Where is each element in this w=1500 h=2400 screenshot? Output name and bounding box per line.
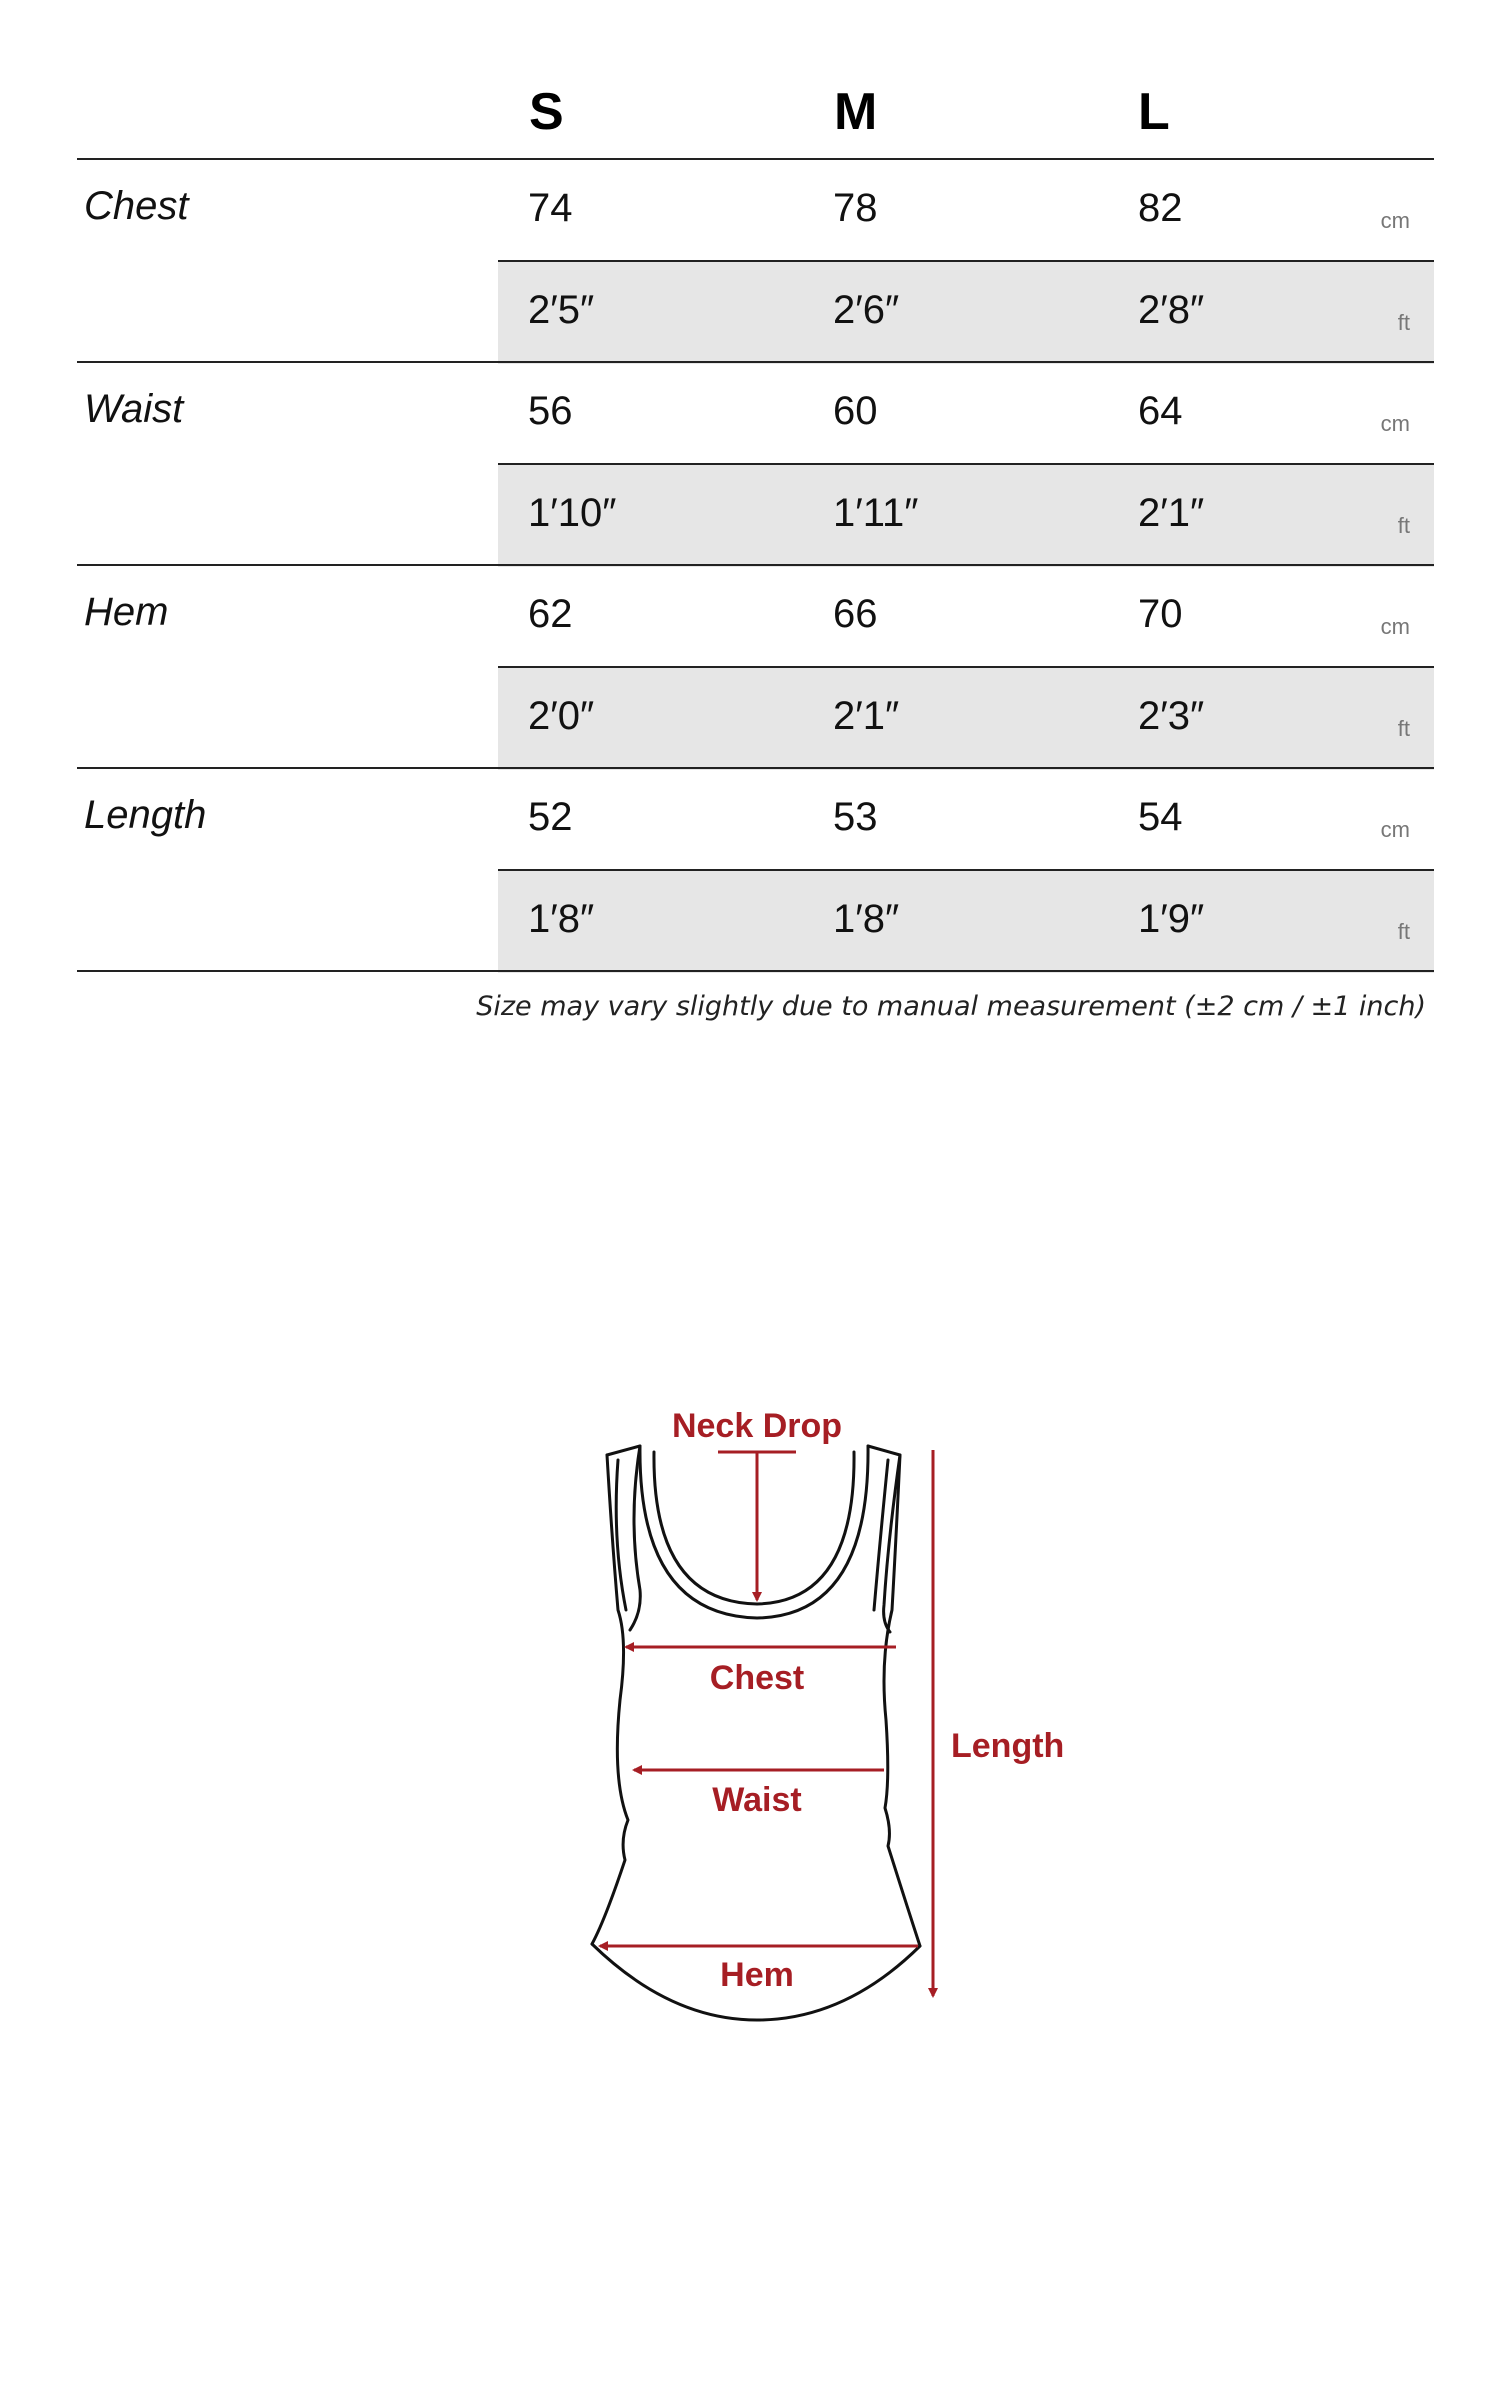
cell-length-cm-s: 52 bbox=[528, 795, 573, 839]
unit-label-cm: cm bbox=[1380, 614, 1410, 639]
waist-label: Waist bbox=[712, 1781, 802, 1819]
cell-hem-ft-l: 2′3″ bbox=[1138, 694, 1205, 738]
cell-chest-ft-s: 2′5″ bbox=[528, 288, 595, 332]
cell-hem-cm-l: 70 bbox=[1138, 592, 1183, 636]
cell-hem-ft-m: 2′1″ bbox=[833, 694, 900, 738]
cell-length-ft-s: 1′8″ bbox=[528, 897, 595, 941]
unit-label-ft: ft bbox=[1397, 310, 1410, 335]
length-label: Length bbox=[951, 1727, 1065, 1765]
cell-waist-ft-l: 2′1″ bbox=[1138, 491, 1205, 535]
length-measure bbox=[933, 1450, 1064, 1996]
hem-label: Hem bbox=[720, 1956, 794, 1994]
chest-measure bbox=[626, 1647, 896, 1697]
unit-label-ft: ft bbox=[1397, 919, 1410, 944]
cell-chest-cm-m: 78 bbox=[833, 186, 878, 230]
cell-length-cm-m: 53 bbox=[833, 795, 878, 839]
cell-length-ft-m: 1′8″ bbox=[833, 897, 900, 941]
unit-label-cm: cm bbox=[1380, 817, 1410, 842]
size-header-l: L bbox=[1138, 83, 1170, 141]
cell-hem-cm-m: 66 bbox=[833, 592, 878, 636]
cell-waist-cm-m: 60 bbox=[833, 389, 878, 433]
unit-label-ft: ft bbox=[1397, 716, 1410, 741]
cell-waist-cm-s: 56 bbox=[528, 389, 573, 433]
size-header-m: M bbox=[834, 83, 878, 141]
cell-chest-cm-l: 82 bbox=[1138, 186, 1183, 230]
cell-chest-ft-m: 2′6″ bbox=[833, 288, 900, 332]
neck-drop-measure bbox=[672, 1407, 842, 1600]
chest-label: Chest bbox=[709, 1659, 805, 1697]
cell-length-cm-l: 54 bbox=[1138, 795, 1183, 839]
cell-chest-ft-l: 2′8″ bbox=[1138, 288, 1205, 332]
cell-hem-cm-s: 62 bbox=[528, 592, 573, 636]
row-label-hem: Hem bbox=[84, 590, 169, 634]
measurement-note: Size may vary slightly due to manual measurement (±2 cm / ±1 inch) bbox=[476, 991, 1426, 1022]
cell-length-ft-l: 1′9″ bbox=[1138, 897, 1205, 941]
cell-hem-ft-s: 2′0″ bbox=[528, 694, 595, 738]
cell-waist-ft-s: 1′10″ bbox=[528, 491, 617, 535]
neck-drop-label: Neck Drop bbox=[671, 1407, 843, 1445]
waist-measure bbox=[634, 1770, 884, 1819]
cell-waist-ft-m: 1′11″ bbox=[833, 491, 919, 535]
size-header-s: S bbox=[529, 83, 564, 141]
unit-label-ft: ft bbox=[1397, 513, 1410, 538]
row-label-length: Length bbox=[84, 793, 207, 837]
row-label-waist: Waist bbox=[84, 387, 184, 431]
cell-waist-cm-l: 64 bbox=[1138, 389, 1183, 433]
cell-chest-cm-s: 74 bbox=[528, 186, 573, 230]
row-label-chest: Chest bbox=[84, 184, 189, 228]
unit-label-cm: cm bbox=[1380, 411, 1410, 436]
unit-label-cm: cm bbox=[1380, 208, 1410, 233]
